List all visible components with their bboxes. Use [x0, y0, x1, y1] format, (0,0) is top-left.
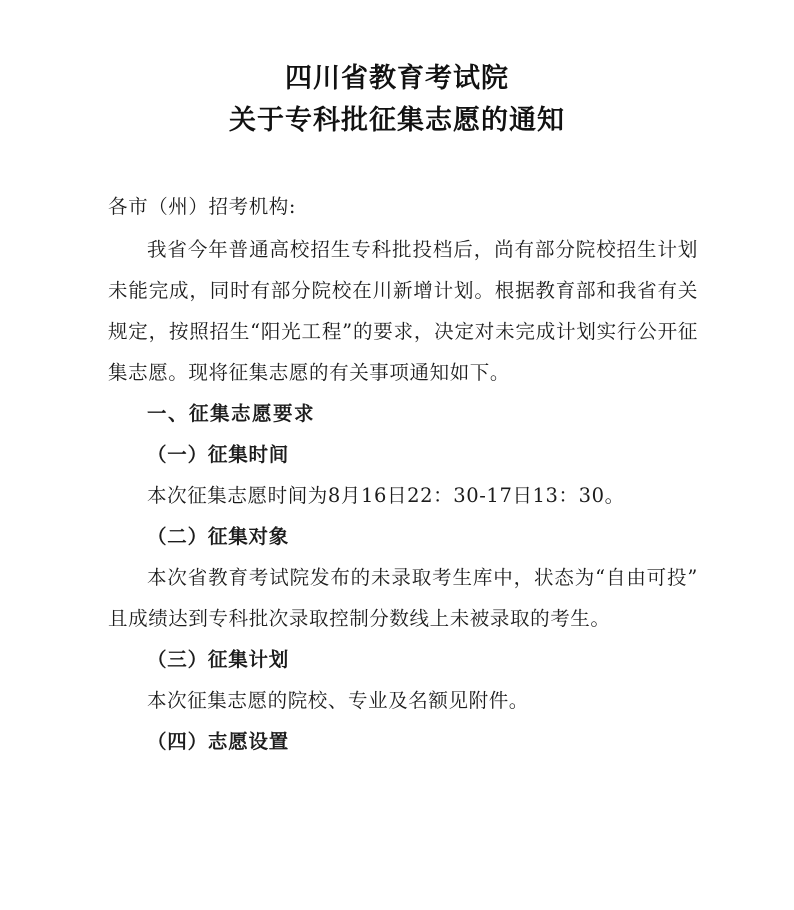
- subsection-heading-1-2: （二）征集对象: [147, 525, 290, 548]
- section-heading-1: 一、征集志愿要求: [147, 402, 316, 425]
- page-title-line-1: 四川省教育考试院: [285, 63, 509, 94]
- paragraph-1-3: 本次征集志愿的院校、专业及名额见附件。: [147, 689, 529, 712]
- subsection-heading-1-4: （四）志愿设置: [147, 730, 290, 753]
- page-title: [0, 0, 794, 142]
- subsection-heading-1-1: （一）征集时间: [147, 443, 290, 466]
- salutation: 各市（州）招考机构:: [108, 195, 297, 218]
- paragraph-1-1: 本次征集志愿时间为8月16日22：30-17日13：30。: [147, 484, 625, 507]
- paragraph-1-2: 本次省教育考试院发布的未录取考生库中，状态为“自由可投”且成绩达到专科批次录取控制分数线上未被录取的考生。: [108, 566, 698, 630]
- page-title-line-2: 关于专科批征集志愿的通知: [229, 105, 565, 136]
- subsection-heading-1-3: （三）征集计划: [147, 648, 290, 671]
- paragraph-intro: 我省今年普通高校招生专科批投档后，尚有部分院校招生计划未能完成，同时有部分院校在川新增计划。根据教育部和我省有关规定，按照招生“阳光工程”的要求，决定对未完成计划实行公开征集志愿。现将征集志愿的有关事项通知如下。: [108, 238, 698, 384]
- document-body: [0, 186, 794, 762]
